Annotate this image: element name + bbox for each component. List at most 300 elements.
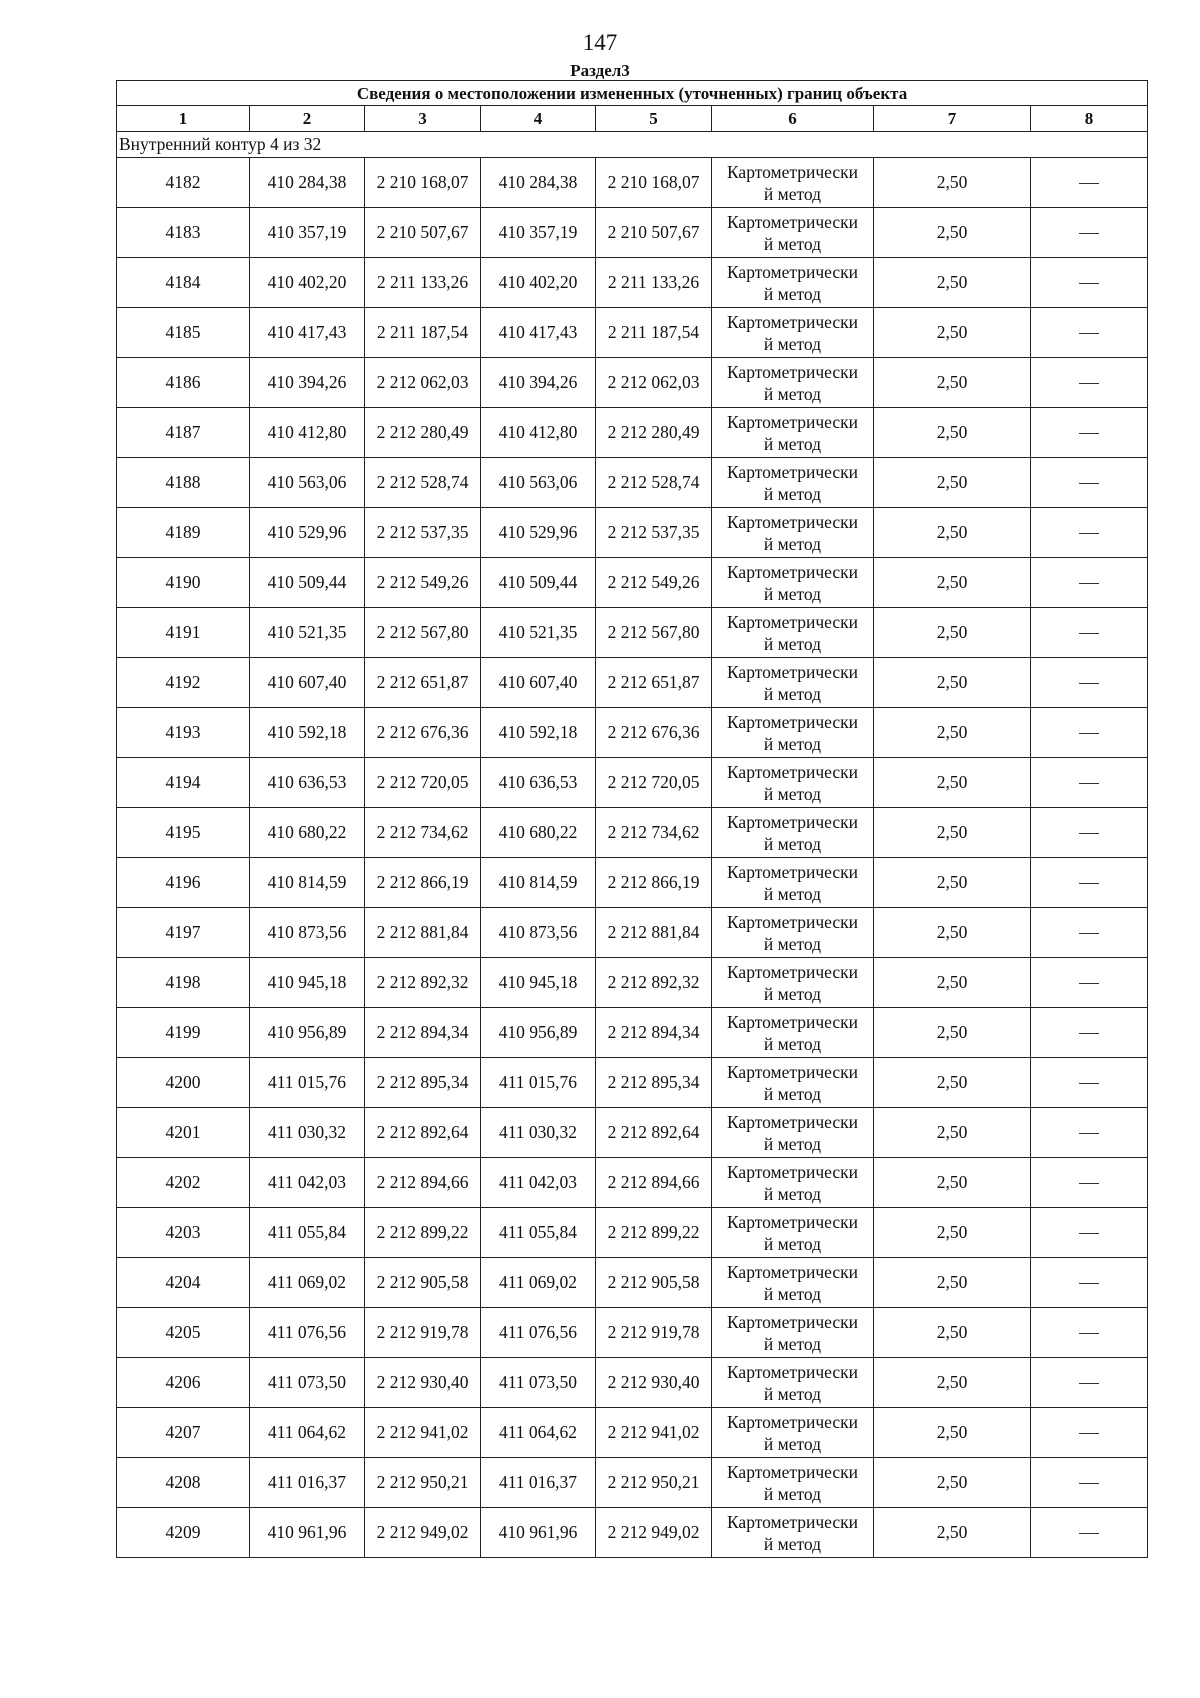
y-new-cell: 2 212 676,36 [596,708,712,758]
method-cell [712,408,874,458]
y-existing-cell: 2 212 930,40 [365,1358,481,1408]
x-new-cell: 411 055,84 [481,1208,596,1258]
method-line-1: Картометрически [726,961,859,982]
y-new-cell: 2 212 881,84 [596,908,712,958]
method-cell [712,708,874,758]
method-line-1: Картометрически [726,761,859,782]
description-cell [1031,908,1148,958]
y-new-cell: 2 212 567,80 [596,608,712,658]
x-existing-cell: 410 592,18 [250,708,365,758]
x-new-cell: 410 814,59 [481,858,596,908]
em-dash-mark [1079,583,1099,584]
column-number-row [117,106,1148,132]
precision-cell: 2,50 [874,808,1031,858]
em-dash-mark [1079,1533,1099,1534]
table-row [117,708,1148,758]
method-line-1: Картометрически [726,1261,859,1282]
point-number-cell: 4201 [117,1108,250,1158]
method-line-1: Картометрически [726,1111,859,1132]
method-cell [712,308,874,358]
x-new-cell: 410 402,20 [481,258,596,308]
em-dash-mark [1079,283,1099,284]
method-line-2: й метод [763,183,822,204]
point-number-cell: 4183 [117,208,250,258]
point-number-cell: 4195 [117,808,250,858]
method-line-2: й метод [763,1083,822,1104]
x-existing-cell: 410 402,20 [250,258,365,308]
description-cell [1031,1158,1148,1208]
y-new-cell: 2 212 892,32 [596,958,712,1008]
point-number-cell: 4203 [117,1208,250,1258]
description-cell [1031,358,1148,408]
point-number-cell: 4205 [117,1308,250,1358]
point-number-cell: 4196 [117,858,250,908]
method-cell [712,358,874,408]
y-existing-cell: 2 212 892,64 [365,1108,481,1158]
boundary-coordinates-table [116,80,1148,1558]
precision-cell: 2,50 [874,408,1031,458]
method-line-1: Картометрически [726,411,859,432]
x-new-cell: 411 016,37 [481,1458,596,1508]
table-row [117,258,1148,308]
description-cell [1031,808,1148,858]
precision-cell: 2,50 [874,958,1031,1008]
method-line-1: Картометрически [726,1211,859,1232]
em-dash-mark [1079,333,1099,334]
x-existing-cell: 410 945,18 [250,958,365,1008]
em-dash-mark [1079,933,1099,934]
table-row [117,908,1148,958]
method-line-2: й метод [763,683,822,704]
x-new-cell: 410 563,06 [481,458,596,508]
x-existing-cell: 411 073,50 [250,1358,365,1408]
description-cell [1031,858,1148,908]
method-cell [712,1308,874,1358]
x-new-cell: 411 076,56 [481,1308,596,1358]
x-new-cell: 410 417,43 [481,308,596,358]
y-existing-cell: 2 211 133,26 [365,258,481,308]
x-new-cell: 410 607,40 [481,658,596,708]
method-cell [712,958,874,1008]
y-existing-cell: 2 212 899,22 [365,1208,481,1258]
y-existing-cell: 2 212 894,34 [365,1008,481,1058]
y-new-cell: 2 212 720,05 [596,758,712,808]
precision-cell: 2,50 [874,1308,1031,1358]
precision-cell: 2,50 [874,608,1031,658]
table-caption-row [117,81,1148,106]
em-dash-mark [1079,1433,1099,1434]
description-cell [1031,1058,1148,1108]
precision-cell: 2,50 [874,558,1031,608]
point-number-cell: 4191 [117,608,250,658]
method-line-1: Картометрически [726,911,859,932]
x-existing-cell: 410 956,89 [250,1008,365,1058]
x-existing-cell: 411 064,62 [250,1408,365,1458]
method-cell [712,658,874,708]
y-new-cell: 2 211 187,54 [596,308,712,358]
method-line-2: й метод [763,783,822,804]
table-row [117,1508,1148,1558]
column-number: 5 [596,106,712,132]
point-number-cell: 4208 [117,1458,250,1508]
method-line-2: й метод [763,1033,822,1054]
y-existing-cell: 2 212 720,05 [365,758,481,808]
method-line-1: Картометрически [726,1361,859,1382]
x-new-cell: 411 069,02 [481,1258,596,1308]
method-cell [712,758,874,808]
table-row [117,808,1148,858]
table-row [117,608,1148,658]
point-number-cell: 4189 [117,508,250,558]
precision-cell: 2,50 [874,508,1031,558]
method-cell [712,1258,874,1308]
point-number-cell: 4194 [117,758,250,808]
table-row [117,458,1148,508]
point-number-cell: 4207 [117,1408,250,1458]
method-line-2: й метод [763,733,822,754]
table-row [117,1058,1148,1108]
x-new-cell: 411 064,62 [481,1408,596,1458]
x-new-cell: 410 956,89 [481,1008,596,1058]
method-line-1: Картометрически [726,811,859,832]
x-existing-cell: 410 873,56 [250,908,365,958]
y-existing-cell: 2 212 950,21 [365,1458,481,1508]
table-row [117,958,1148,1008]
precision-cell: 2,50 [874,258,1031,308]
x-new-cell: 410 592,18 [481,708,596,758]
x-existing-cell: 411 055,84 [250,1208,365,1258]
precision-cell: 2,50 [874,1058,1031,1108]
point-number-cell: 4190 [117,558,250,608]
description-cell [1031,208,1148,258]
x-new-cell: 410 521,35 [481,608,596,658]
description-cell [1031,1408,1148,1458]
y-new-cell: 2 212 895,34 [596,1058,712,1108]
y-new-cell: 2 212 905,58 [596,1258,712,1308]
x-new-cell: 410 412,80 [481,408,596,458]
table-row [117,1158,1148,1208]
y-new-cell: 2 212 930,40 [596,1358,712,1408]
y-new-cell: 2 212 549,26 [596,558,712,608]
precision-cell: 2,50 [874,1258,1031,1308]
precision-cell: 2,50 [874,1208,1031,1258]
method-line-2: й метод [763,1233,822,1254]
em-dash-mark [1079,1383,1099,1384]
em-dash-mark [1079,1333,1099,1334]
method-line-2: й метод [763,1333,822,1354]
method-line-2: й метод [763,1283,822,1304]
y-new-cell: 2 212 919,78 [596,1308,712,1358]
y-existing-cell: 2 212 549,26 [365,558,481,608]
point-number-cell: 4209 [117,1508,250,1558]
point-number-cell: 4200 [117,1058,250,1108]
table-row [117,558,1148,608]
method-line-1: Картометрически [726,511,859,532]
em-dash-mark [1079,683,1099,684]
x-existing-cell: 411 069,02 [250,1258,365,1308]
x-existing-cell: 410 563,06 [250,458,365,508]
description-cell [1031,608,1148,658]
method-line-2: й метод [763,833,822,854]
method-line-1: Картометрически [726,561,859,582]
em-dash-mark [1079,983,1099,984]
description-cell [1031,308,1148,358]
y-new-cell: 2 212 894,66 [596,1158,712,1208]
method-line-1: Картометрически [726,861,859,882]
point-number-cell: 4187 [117,408,250,458]
description-cell [1031,1208,1148,1258]
description-cell [1031,558,1148,608]
table-body [117,132,1148,1558]
em-dash-mark [1079,1083,1099,1084]
method-cell [712,558,874,608]
description-cell [1031,408,1148,458]
method-line-1: Картометрически [726,1061,859,1082]
y-existing-cell: 2 212 881,84 [365,908,481,958]
method-cell [712,1058,874,1108]
y-new-cell: 2 212 062,03 [596,358,712,408]
x-new-cell: 410 945,18 [481,958,596,1008]
contour-label-row [117,132,1148,158]
em-dash-mark [1079,883,1099,884]
x-new-cell: 410 873,56 [481,908,596,958]
method-line-1: Картометрически [726,311,859,332]
method-cell [712,1008,874,1058]
method-line-2: й метод [763,583,822,604]
x-existing-cell: 410 412,80 [250,408,365,458]
method-cell [712,1208,874,1258]
y-existing-cell: 2 212 892,32 [365,958,481,1008]
table-row [117,1458,1148,1508]
precision-cell: 2,50 [874,1508,1031,1558]
y-existing-cell: 2 212 280,49 [365,408,481,458]
method-line-2: й метод [763,1183,822,1204]
precision-cell: 2,50 [874,1008,1031,1058]
y-existing-cell: 2 212 894,66 [365,1158,481,1208]
x-existing-cell: 410 636,53 [250,758,365,808]
x-existing-cell: 410 284,38 [250,158,365,208]
method-cell [712,1458,874,1508]
table-row [117,858,1148,908]
method-line-1: Картометрически [726,161,859,182]
x-existing-cell: 410 961,96 [250,1508,365,1558]
method-line-1: Картометрически [726,261,859,282]
y-existing-cell: 2 211 187,54 [365,308,481,358]
method-line-2: й метод [763,1533,822,1554]
table-row [117,1108,1148,1158]
y-existing-cell: 2 210 168,07 [365,158,481,208]
precision-cell: 2,50 [874,658,1031,708]
y-existing-cell: 2 212 941,02 [365,1408,481,1458]
em-dash-mark [1079,633,1099,634]
method-cell [712,508,874,558]
column-number: 1 [117,106,250,132]
method-line-2: й метод [763,283,822,304]
point-number-cell: 4186 [117,358,250,408]
column-number: 3 [365,106,481,132]
em-dash-mark [1079,183,1099,184]
x-new-cell: 410 680,22 [481,808,596,858]
x-existing-cell: 410 509,44 [250,558,365,608]
y-new-cell: 2 212 899,22 [596,1208,712,1258]
y-new-cell: 2 212 734,62 [596,808,712,858]
y-existing-cell: 2 212 919,78 [365,1308,481,1358]
y-existing-cell: 2 212 537,35 [365,508,481,558]
x-new-cell: 410 636,53 [481,758,596,808]
method-line-2: й метод [763,333,822,354]
precision-cell: 2,50 [874,1358,1031,1408]
method-line-1: Картометрически [726,1161,859,1182]
em-dash-mark [1079,733,1099,734]
table-row [117,208,1148,258]
method-line-2: й метод [763,233,822,254]
y-new-cell: 2 212 537,35 [596,508,712,558]
method-cell [712,808,874,858]
description-cell [1031,1308,1148,1358]
method-line-2: й метод [763,433,822,454]
em-dash-mark [1079,1483,1099,1484]
description-cell [1031,1008,1148,1058]
x-existing-cell: 410 680,22 [250,808,365,858]
description-cell [1031,258,1148,308]
table-row [117,758,1148,808]
table-row [117,1308,1148,1358]
x-new-cell: 410 961,96 [481,1508,596,1558]
table-row [117,1208,1148,1258]
em-dash-mark [1079,1033,1099,1034]
precision-cell: 2,50 [874,308,1031,358]
method-cell [712,908,874,958]
method-line-2: й метод [763,983,822,1004]
page-number: 147 [582,30,618,55]
column-number: 4 [481,106,596,132]
x-existing-cell: 410 521,35 [250,608,365,658]
y-new-cell: 2 212 892,64 [596,1108,712,1158]
method-line-1: Картометрически [726,1461,859,1482]
precision-cell: 2,50 [874,758,1031,808]
y-new-cell: 2 212 949,02 [596,1508,712,1558]
description-cell [1031,508,1148,558]
y-existing-cell: 2 212 905,58 [365,1258,481,1308]
method-line-1: Картометрически [726,1411,859,1432]
method-line-2: й метод [763,1133,822,1154]
method-line-2: й метод [763,633,822,654]
x-new-cell: 411 030,32 [481,1108,596,1158]
table-row [117,308,1148,358]
x-existing-cell: 410 814,59 [250,858,365,908]
table-row [117,358,1148,408]
point-number-cell: 4204 [117,1258,250,1308]
em-dash-mark [1079,1233,1099,1234]
y-existing-cell: 2 212 567,80 [365,608,481,658]
x-new-cell: 411 015,76 [481,1058,596,1108]
table-row [117,508,1148,558]
x-new-cell: 410 529,96 [481,508,596,558]
y-existing-cell: 2 212 528,74 [365,458,481,508]
x-existing-cell: 411 030,32 [250,1108,365,1158]
method-cell [712,1508,874,1558]
table-row [117,1358,1148,1408]
column-number: 7 [874,106,1031,132]
point-number-cell: 4185 [117,308,250,358]
precision-cell: 2,50 [874,158,1031,208]
y-existing-cell: 2 212 676,36 [365,708,481,758]
method-cell [712,1108,874,1158]
method-line-2: й метод [763,1433,822,1454]
description-cell [1031,1508,1148,1558]
y-existing-cell: 2 212 949,02 [365,1508,481,1558]
y-new-cell: 2 210 507,67 [596,208,712,258]
table-row [117,1258,1148,1308]
y-existing-cell: 2 212 866,19 [365,858,481,908]
em-dash-mark [1079,1283,1099,1284]
y-existing-cell: 2 210 507,67 [365,208,481,258]
table-row [117,1408,1148,1458]
method-cell [712,258,874,308]
x-existing-cell: 410 529,96 [250,508,365,558]
y-new-cell: 2 212 528,74 [596,458,712,508]
precision-cell: 2,50 [874,1458,1031,1508]
description-cell [1031,1358,1148,1408]
x-existing-cell: 410 357,19 [250,208,365,258]
y-new-cell: 2 212 941,02 [596,1408,712,1458]
method-cell [712,858,874,908]
precision-cell: 2,50 [874,358,1031,408]
method-cell [712,458,874,508]
x-new-cell: 411 042,03 [481,1158,596,1208]
y-new-cell: 2 212 894,34 [596,1008,712,1058]
method-line-2: й метод [763,1483,822,1504]
y-new-cell: 2 212 950,21 [596,1458,712,1508]
table-row [117,1008,1148,1058]
method-line-1: Картометрически [726,1011,859,1032]
method-cell [712,1358,874,1408]
method-cell [712,608,874,658]
x-existing-cell: 410 394,26 [250,358,365,408]
y-new-cell: 2 212 651,87 [596,658,712,708]
point-number-cell: 4206 [117,1358,250,1408]
y-existing-cell: 2 212 895,34 [365,1058,481,1108]
method-line-2: й метод [763,383,822,404]
method-line-1: Картометрически [726,211,859,232]
x-existing-cell: 410 417,43 [250,308,365,358]
column-number: 6 [712,106,874,132]
point-number-cell: 4197 [117,908,250,958]
contour-label: Внутренний контур 4 из 32 [117,132,1148,158]
x-new-cell: 410 394,26 [481,358,596,408]
point-number-cell: 4202 [117,1158,250,1208]
point-number-cell: 4199 [117,1008,250,1058]
precision-cell: 2,50 [874,208,1031,258]
description-cell [1031,758,1148,808]
em-dash-mark [1079,1133,1099,1134]
method-cell [712,1408,874,1458]
precision-cell: 2,50 [874,858,1031,908]
section-title: Раздел3 [570,61,630,80]
em-dash-mark [1079,1183,1099,1184]
em-dash-mark [1079,483,1099,484]
y-new-cell: 2 212 280,49 [596,408,712,458]
description-cell [1031,1458,1148,1508]
description-cell [1031,158,1148,208]
method-line-1: Картометрически [726,611,859,632]
x-new-cell: 410 357,19 [481,208,596,258]
method-cell [712,208,874,258]
x-new-cell: 410 284,38 [481,158,596,208]
point-number-cell: 4184 [117,258,250,308]
precision-cell: 2,50 [874,1408,1031,1458]
method-line-1: Картометрически [726,461,859,482]
